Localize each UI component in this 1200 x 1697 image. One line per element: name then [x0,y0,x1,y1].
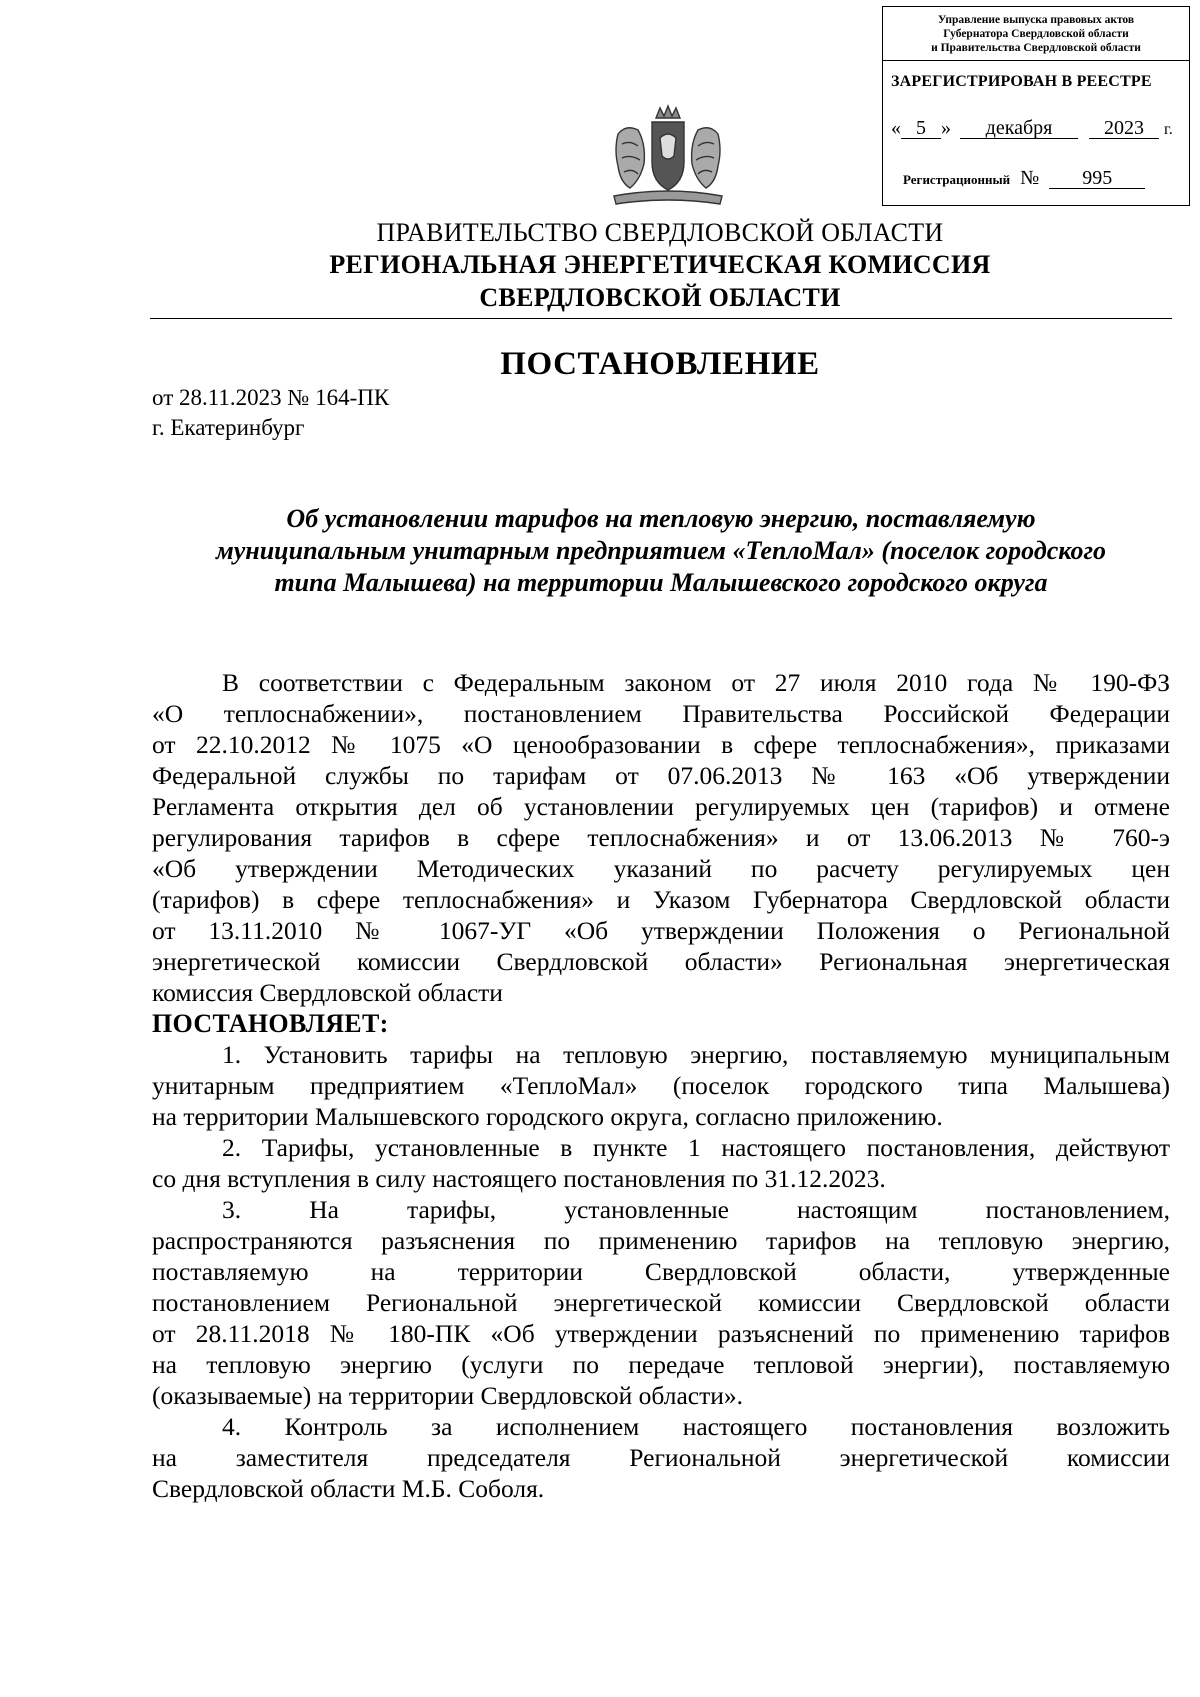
header-divider [150,318,1172,319]
stamp-issuer [883,7,1189,61]
preamble-line: Федеральной службы по тарифам от 07.06.2013 № 163 «Об утверждении [152,761,1170,790]
item-line: от 28.11.2018 № 180-ПК «Об утверждении разъяснений по применению тарифов [152,1319,1170,1348]
decree-date-number: от 28.11.2023 № 164-ПК [152,385,390,410]
decree-item-4 [152,1411,1170,1504]
stamp-number-sign: № [1020,167,1040,189]
registration-stamp [882,6,1190,206]
item-line: постановлением Региональной энергетической комиссии Свердловской области [152,1288,1170,1317]
decree-body [152,667,1170,1504]
commission-name: РЕГИОНАЛЬНАЯ ЭНЕРГЕТИЧЕСКАЯ КОМИССИЯ [329,250,991,279]
decree-item-1 [152,1039,1170,1132]
decree-city: г. Екатеринбург [152,415,305,440]
stamp-quote-open: « [891,117,901,139]
stamp-issuer-line: Губернатора Свердловской области [943,28,1129,40]
stamp-issuer-line: и Правительства Свердловской области [931,42,1141,54]
item-line: распространяются разъяснения по применению тарифов на тепловую энергию, [152,1226,1170,1255]
preamble-line: (тарифов) в сфере теплоснабжения» и Указом Губернатора Свердловской области [152,885,1170,914]
stamp-reg-number-value: 995 [1049,168,1145,189]
stamp-day: 5 [901,118,941,139]
item-line: 4. Контроль за исполнением настоящего постановления возложить [222,1412,1170,1441]
stamp-quote-close: » [941,117,951,139]
item-line: со дня вступления в силу настоящего постановления по 31.12.2023. [152,1164,886,1193]
stamp-issuer-line: Управление выпуска правовых актов [937,14,1135,26]
item-line: на заместителя председателя Региональной энергетической комиссии [152,1443,1170,1472]
subject-line: типа Малышева) на территории Малышевского городского округа [274,568,1048,597]
item-line: на территории Малышевского городского округа, согласно приложению. [152,1102,943,1131]
item-line: Свердловской области М.Б. Соболя. [152,1474,545,1503]
stamp-date [891,117,1173,140]
preamble-line: «О теплоснабжении», постановлением Правительства Российской Федерации [152,699,1170,728]
item-line: 2. Тарифы, установленные в пункте 1 настоящего постановления, действуют [222,1133,1170,1162]
item-line: поставляемую на территории Свердловской области, утвержденные [152,1257,1170,1286]
preamble-line: В соответствии с Федеральным законом от 27 июля 2010 года № 190-ФЗ [222,668,1170,697]
preamble-line: энергетической комиссии Свердловской области» Региональная энергетическая [152,947,1170,976]
preamble-line: регулирования тарифов в сфере теплоснабжения» и от 13.06.2013 № 760-э [152,823,1170,852]
preamble-line: «Об утверждении Методических указаний по расчету регулируемых цен [152,854,1170,883]
commission-region: СВЕРДЛОВСКОЙ ОБЛАСТИ [479,283,841,312]
item-line: 1. Установить тарифы на тепловую энергию, поставляемую муниципальным [222,1040,1170,1069]
preamble-line: комиссия Свердловской области [152,978,503,1007]
item-line: (оказываемые) на территории Свердловской области». [152,1381,744,1410]
stamp-year: 2023 [1089,118,1159,139]
preamble-line: от 22.10.2012 № 1075 «О ценообразовании в сфере теплоснабжения», приказами [152,730,1170,759]
subject-line: муниципальным унитарным предприятием «ТеплоМал» (поселок городского [215,536,1107,565]
coat-of-arms-icon [596,104,740,208]
decree-item-2 [152,1132,1170,1194]
stamp-year-suffix: г. [1164,121,1173,138]
stamp-registered-label: ЗАРЕГИСТРИРОВАН В РЕЕСТРЕ [891,73,1152,90]
resolves-heading: ПОСТАНОВЛЯЕТ: [152,1009,389,1038]
preamble-line: от 13.11.2010 № 1067-УГ «Об утверждении Положения о Региональной [152,916,1170,945]
government-name: ПРАВИТЕЛЬСТВО СВЕРДЛОВСКОЙ ОБЛАСТИ [376,218,944,247]
decree-title: ПОСТАНОВЛЕНИЕ [500,346,820,382]
item-line: унитарным предприятием «ТеплоМал» (поселок городского типа Малышева) [152,1071,1170,1100]
preamble-line: Регламента открытия дел об установлении регулируемых цен (тарифов) и отмене [152,792,1170,821]
decree-subject [150,503,1172,599]
stamp-month: декабря [960,118,1078,139]
item-line: 3. На тарифы, установленные настоящим постановлением, [222,1195,1170,1224]
stamp-reg-number-label: Регистрационный [903,172,1011,187]
item-line: на тепловую энергию (услуги по передаче тепловой энергии), поставляемую [152,1350,1170,1379]
decree-item-3 [152,1194,1170,1411]
preamble [152,667,1170,1008]
subject-line: Об установлении тарифов на тепловую энергию, поставляемую [286,504,1036,533]
stamp-reg-number [903,167,1145,190]
